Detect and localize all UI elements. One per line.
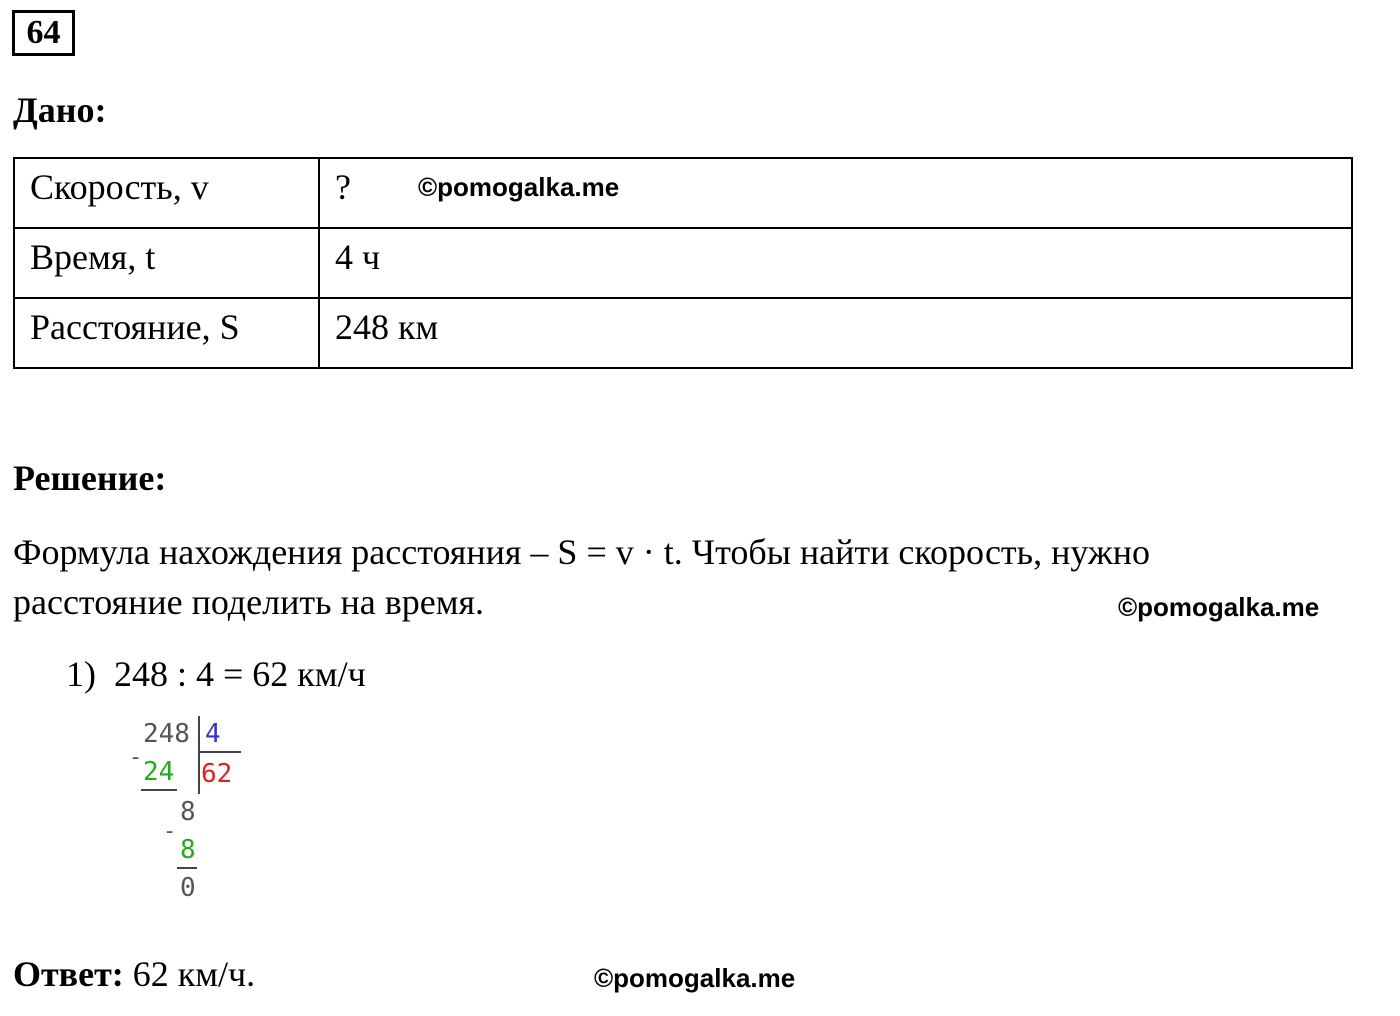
watermark: ©pomogalka.me (594, 963, 796, 993)
distance-label: Расстояние, S (14, 298, 319, 368)
subtrahend-1-text: 24 (143, 757, 175, 787)
solution-step (66, 652, 366, 696)
table-row (14, 298, 1352, 368)
answer-line (13, 954, 255, 994)
solution-text-line1: Формула нахождения расстояния – S = v · t. Чтобы найти скорость, нужно (13, 532, 1151, 572)
minus-sign: - (163, 819, 177, 844)
remainder-1-text: 8 (180, 797, 196, 827)
speed-label: Скорость, v (14, 158, 319, 228)
time-value: 4 ч (319, 228, 1352, 298)
solution-heading: Решение: (13, 458, 167, 498)
subtrahend-2-text: 8 (180, 835, 196, 865)
watermark: ©pomogalka.me (1118, 592, 1320, 622)
table-row (14, 158, 1352, 228)
quotient-text: 62 (201, 759, 233, 789)
final-remainder-text: 0 (180, 873, 196, 903)
time-label: Время, t (14, 228, 319, 298)
minus-sign: - (129, 745, 143, 770)
watermark: ©pomogalka.me (418, 172, 620, 202)
solution-text-line2: расстояние поделить на время. (13, 582, 485, 622)
step-expression: 248 : 4 = 62 км/ч (114, 654, 366, 694)
dividend-text: 248 (143, 719, 190, 749)
distance-value: 248 км (319, 298, 1352, 368)
step-number: 1) (66, 654, 96, 694)
given-heading: Дано: (13, 90, 107, 130)
problem-number: 64 (12, 10, 75, 56)
answer-label: Ответ: (13, 954, 124, 994)
answer-value: 62 км/ч. (132, 954, 256, 994)
speed-value: ? (319, 158, 1352, 228)
given-table (13, 157, 1353, 369)
table-row (14, 228, 1352, 298)
divisor-text: 4 (205, 719, 221, 749)
long-division (125, 708, 255, 903)
